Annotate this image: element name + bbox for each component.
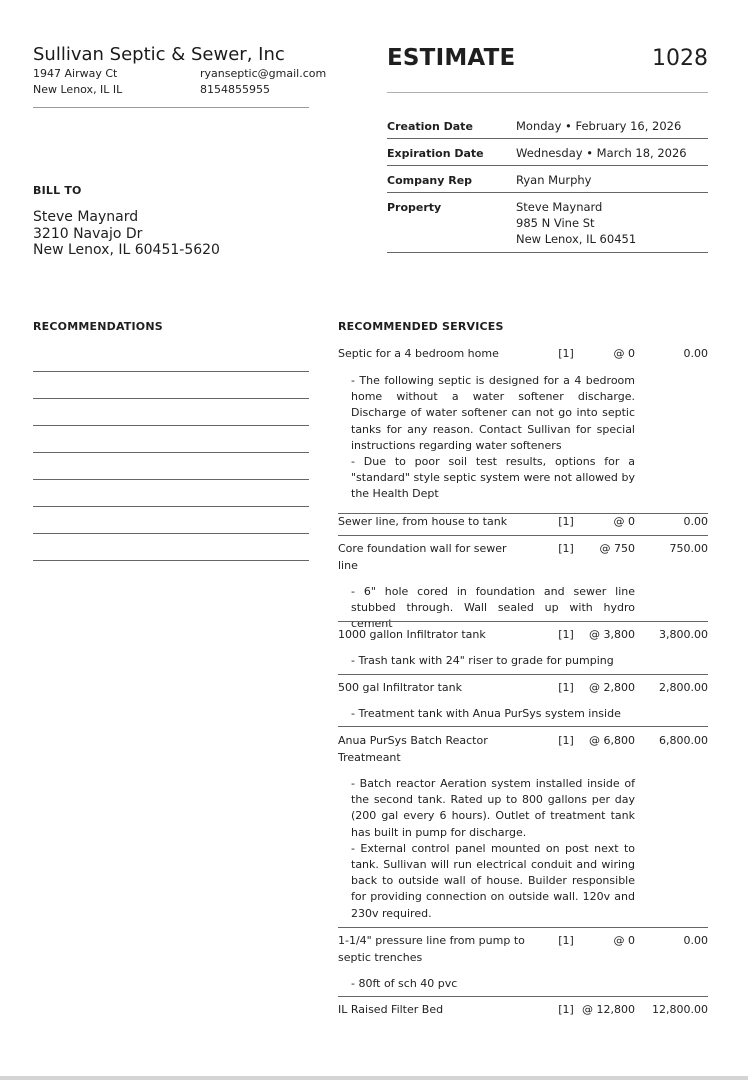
service-description-paragraph: - 80ft of sch 40 pvc	[351, 977, 458, 990]
meta-divider	[387, 165, 708, 166]
service-price: @ 750	[599, 542, 635, 555]
bill-to-city: New Lenox, IL 60451-5620	[33, 242, 220, 258]
property-line2: 985 N Vine St	[516, 216, 595, 230]
company-address-line1: 1947 Airway Ct	[33, 67, 118, 80]
service-total: 0.00	[683, 934, 708, 947]
service-description	[351, 976, 635, 992]
service-divider	[338, 726, 708, 727]
company-rep-label: Company Rep	[387, 174, 473, 187]
service-name: 1-1/4" pressure line from pump to septic trenches	[338, 934, 525, 964]
meta-divider	[387, 138, 708, 139]
service-name: IL Raised Filter Bed	[338, 1003, 444, 1016]
recommendation-line	[33, 560, 309, 561]
recommendation-line	[33, 425, 309, 426]
service-description-paragraph: - The following septic is designed for a 4 bedroom home without a water softener discharge. Discharge of water softener can not go into septic tanks for any reason. Contact Sullivan for special instructions regarding water softeners	[351, 374, 635, 452]
bill-to-name: Steve Maynard	[33, 209, 139, 225]
service-name: 500 gal Infiltrator tank	[338, 681, 463, 694]
service-total: 2,800.00	[659, 681, 708, 694]
service-divider	[338, 535, 708, 536]
service-qty: [1]	[558, 934, 574, 947]
service-description	[351, 706, 635, 722]
expiration-date-value: Wednesday • March 18, 2026	[516, 146, 687, 160]
service-divider	[338, 621, 708, 622]
service-qty: [1]	[558, 628, 574, 641]
service-description	[351, 653, 635, 669]
property-label: Property	[387, 201, 442, 214]
property-line3: New Lenox, IL 60451	[516, 232, 637, 246]
service-total: 0.00	[683, 515, 708, 528]
property-line1: Steve Maynard	[516, 200, 603, 214]
service-qty: [1]	[558, 1003, 574, 1016]
creation-date-value: Monday • February 16, 2026	[516, 119, 682, 133]
company-email: ryanseptic@gmail.com	[200, 67, 327, 80]
recommendation-line	[33, 479, 309, 480]
service-description-paragraph: - External control panel mounted on post next to tank. Sullivan will run electrical conduit and wiring back to outside wall of house. Builder responsible for providing connection on outside wall. 120v and 230v required.	[351, 841, 635, 920]
service-description-paragraph: - Batch reactor Aeration system installed inside of the second tank. Rated up to 800 gallons per day (200 gal every 6 hours). Outlet of treatment tank has built in pump for discharge.	[351, 777, 635, 839]
recommendation-line	[33, 371, 309, 372]
service-name: Septic for a 4 bedroom home	[338, 347, 499, 360]
service-total: 12,800.00	[652, 1003, 708, 1016]
expiration-date-label: Expiration Date	[387, 147, 484, 160]
service-qty: [1]	[558, 347, 574, 360]
service-total: 0.00	[683, 347, 708, 360]
service-qty: [1]	[558, 681, 574, 694]
service-name: 1000 gallon Infiltrator tank	[338, 628, 486, 641]
service-divider	[338, 996, 708, 997]
company-rep-value: Ryan Murphy	[516, 173, 592, 187]
service-description	[351, 373, 635, 503]
service-total: 750.00	[669, 542, 708, 555]
service-qty: [1]	[558, 515, 574, 528]
recommended-services-heading: RECOMMENDED SERVICES	[338, 320, 504, 333]
estimate-number: 1028	[652, 46, 708, 71]
service-description-paragraph: - Due to poor soil test results, options for a "standard" style septic system were not allowed by the Health Dept	[351, 455, 635, 501]
company-divider	[33, 107, 309, 108]
service-price: @ 0	[613, 934, 635, 947]
bill-to-street: 3210 Navajo Dr	[33, 226, 143, 242]
company-name: Sullivan Septic & Sewer, Inc	[33, 44, 285, 65]
company-phone: 8154855955	[200, 83, 270, 96]
recommendation-line	[33, 452, 309, 453]
recommendation-line	[33, 533, 309, 534]
service-price: @ 2,800	[589, 681, 635, 694]
title-divider	[387, 92, 708, 93]
service-price: @ 3,800	[589, 628, 635, 641]
service-price: @ 0	[613, 347, 635, 360]
recommendation-line	[33, 398, 309, 399]
service-divider	[338, 927, 708, 928]
meta-divider	[387, 252, 708, 253]
estimate-title: ESTIMATE	[387, 45, 516, 71]
service-divider	[338, 674, 708, 675]
service-price: @ 12,800	[582, 1003, 635, 1016]
service-price: @ 6,800	[589, 734, 635, 747]
page-bottom-edge	[0, 1076, 748, 1080]
bill-to-heading: BILL TO	[33, 184, 82, 197]
service-description-paragraph: - 6" hole cored in foundation and sewer line stubbed through. Wall sealed up with hydro cement	[351, 585, 635, 631]
service-qty: [1]	[558, 734, 574, 747]
service-name: Core foundation wall for sewer line	[338, 542, 507, 572]
service-total: 3,800.00	[659, 628, 708, 641]
service-description-paragraph: - Treatment tank with Anua PurSys system inside	[351, 707, 621, 720]
service-description-paragraph: - Trash tank with 24" riser to grade for pumping	[351, 654, 614, 667]
meta-divider	[387, 192, 708, 193]
service-description	[351, 776, 635, 922]
service-total: 6,800.00	[659, 734, 708, 747]
service-name: Sewer line, from house to tank	[338, 515, 508, 528]
creation-date-label: Creation Date	[387, 120, 473, 133]
recommendations-heading: RECOMMENDATIONS	[33, 320, 163, 333]
recommendation-line	[33, 506, 309, 507]
service-name: Anua PurSys Batch Reactor Treatmeant	[338, 734, 488, 764]
service-description	[351, 584, 635, 633]
service-price: @ 0	[613, 515, 635, 528]
service-qty: [1]	[558, 542, 574, 555]
company-address-line2: New Lenox, IL IL	[33, 83, 123, 96]
